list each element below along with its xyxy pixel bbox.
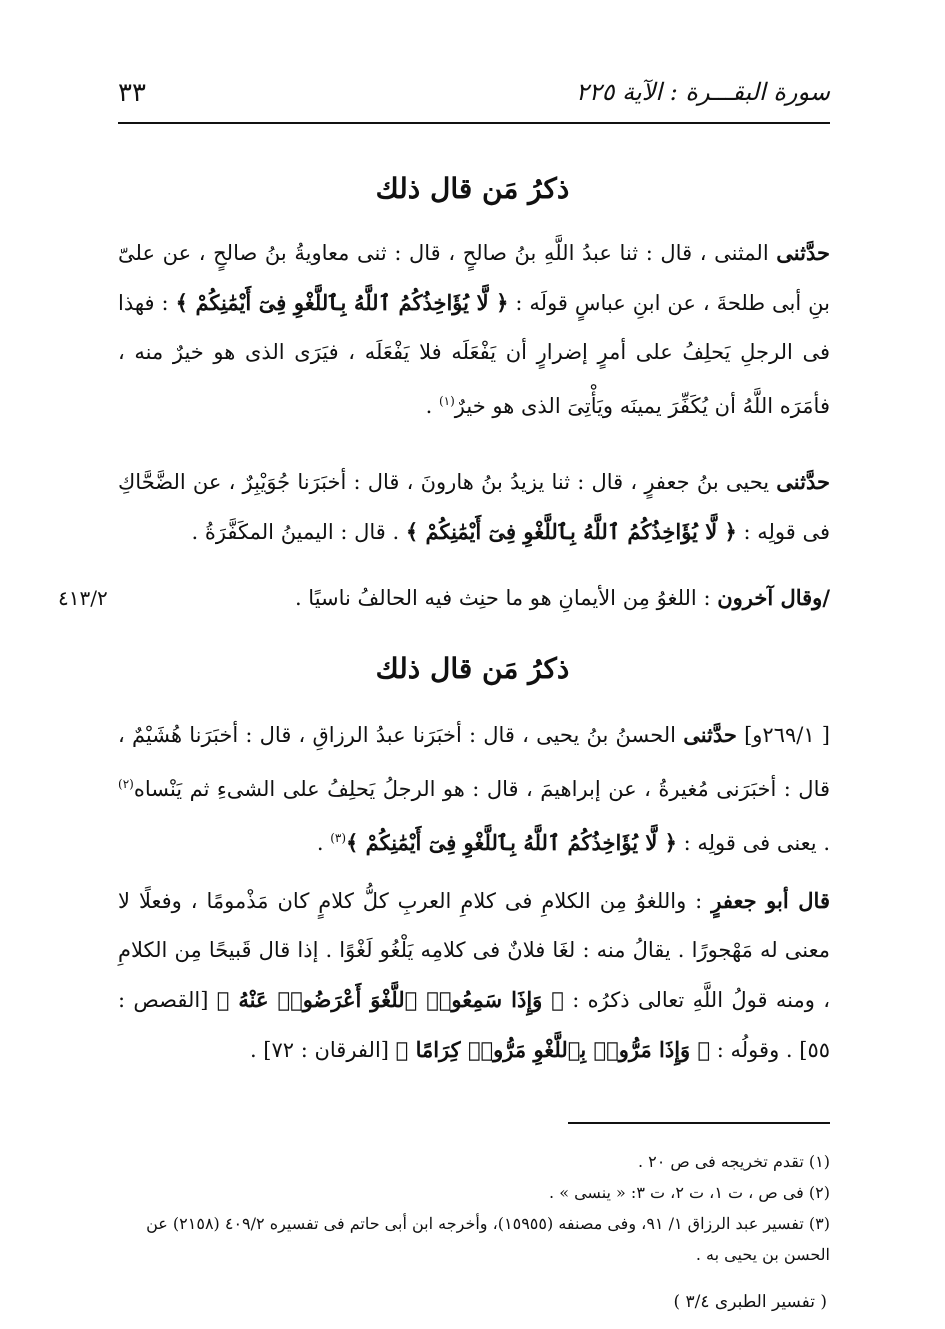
section-heading: ذكرُ مَن قال ذلك bbox=[375, 652, 570, 685]
paragraph-lead: /وقال آخرون bbox=[717, 585, 830, 610]
footnotes bbox=[118, 1146, 830, 1270]
running-header bbox=[118, 78, 830, 118]
quran-verse: ﴿ لَّا يُؤَاخِذُكُمُ ٱللَّهُ بِٱللَّغْوِ فِىٓ أَيْمَٰنِكُمْ ﴾ bbox=[175, 290, 509, 315]
paragraph-text: : اللغوُ مِن الأيمانِ هو ما حنِث فيه الحالفُ ناسيًا . bbox=[294, 586, 718, 610]
paragraph-lead: حدَّثنى bbox=[776, 469, 830, 494]
paragraph-text: . يعنى فى قولِه : bbox=[676, 831, 830, 855]
footnote-rule bbox=[568, 1122, 830, 1124]
paragraph-5 bbox=[118, 876, 830, 1075]
paragraph-2 bbox=[118, 457, 830, 557]
paragraph-text: المثنى ، قال : ثنا عبدُ اللَّهِ بنُ صالحٍ ، قال : ثنى معاويةُ بنُ صالحٍ ، عن علىّ بنِ أبى طلحةَ ، عن ابنِ عباسٍ قولَه : bbox=[118, 241, 830, 315]
manuscript-ref: [ ٢٦٩/١و] bbox=[736, 723, 830, 747]
paragraph-text: [القصص : ٥٥] . وقولُه : bbox=[118, 988, 830, 1062]
footnote-ref: (٢) bbox=[118, 777, 134, 791]
footnote: (٢) فى ص ، ت ١، ت ٢، ت ٣: « ينسى » . bbox=[549, 1183, 830, 1202]
header-title: سورة البقـــرة : الآية ٢٢٥ bbox=[575, 78, 830, 106]
footnote: (٣) تفسير عبد الرزاق ١/ ٩١، وفى مصنفه (١٥٩٥٥)، وأخرجه ابن أبى حاتم فى تفسيره ٤٠٩/٢ (٢١٥٨) عن الحسن بن يحيى به . bbox=[146, 1214, 830, 1264]
page-number: ٣٣ bbox=[118, 78, 146, 108]
paragraph-lead: حدَّثنى bbox=[683, 722, 737, 747]
margin-reference: ٤١٣/٢ bbox=[58, 586, 108, 610]
footnote-ref: (١) bbox=[438, 394, 455, 408]
section-heading: ذكرُ مَن قال ذلك bbox=[375, 172, 570, 205]
footnote-ref: (٣) bbox=[330, 831, 347, 845]
paragraph-4 bbox=[118, 710, 830, 868]
paragraph-lead: حدَّثنى bbox=[776, 240, 830, 265]
paragraph-text: [الفرقان : ٧٢] . bbox=[249, 1038, 396, 1062]
paragraph-3 bbox=[118, 573, 830, 623]
paragraph-lead: قال أبو جعفرٍ bbox=[711, 888, 830, 913]
paragraph-text: : واللغوُ مِن الكلامِ فى كلامِ العربِ كلُّ كلامٍ كان مَذْمومًا ، وفعلًا لا معنى له مَهْجورًا . يقالُ منه : لغَا فلانٌ فى كلامِه يَلْغُو لَغْوًا . إذا قال قَبيحًا مِن الكلامِ ، ومنه قولُ اللَّهِ تعالى ذكرُه : bbox=[118, 889, 830, 1012]
quran-verse: ﴿ وَإِذَا مَرُّوا۟ بِٱللَّغْوِ مَرُّوا۟ كِرَامًا ﴾ bbox=[395, 1037, 711, 1062]
footnote: (١) تقدم تخريجه فى ص ٢٠ . bbox=[637, 1152, 830, 1171]
header-rule bbox=[118, 122, 830, 124]
paragraph-text: . قال : اليمينُ المكَفَّرَةُ . bbox=[191, 520, 406, 544]
paragraph-text: يحيى بنُ جعفرٍ ، قال : ثنا يزيدُ بنُ هارونَ ، قال : أخبَرَنا جُوَيْبِرٌ ، عن الضَّحَّاكِ فى قولِه : bbox=[118, 470, 830, 544]
paragraph-1 bbox=[118, 228, 830, 431]
quran-verse: ﴿ لَّا يُؤَاخِذُكُمُ ٱللَّهُ بِٱللَّغْوِ فِىٓ أَيْمَٰنِكُمْ ﴾ bbox=[346, 830, 677, 855]
quran-verse: ﴿ لَّا يُؤَاخِذُكُمُ ٱللَّهُ بِٱللَّغْوِ فِىٓ أَيْمَٰنِكُمْ ﴾ bbox=[405, 519, 737, 544]
quran-verse: ﴿ وَإِذَا سَمِعُوا۟ ٱللَّغْوَ أَعْرَضُوا۟ عَنْهُ ﴾ bbox=[216, 987, 564, 1012]
paragraph-text: الحسنُ بنُ يحيى ، قال : أخبَرَنا عبدُ الرزاقِ ، قال : أخبَرَنا هُشَيْمٌ ، قال : أخبَرَنى مُغيرةُ ، عن إبراهيمَ ، قال : هو الرجلُ يَحلِفُ على الشىءِ ثم يَنْساه bbox=[118, 723, 830, 801]
page-footer: ( تفسير الطبرى ٣/٤ ) bbox=[673, 1292, 827, 1312]
paragraph-text: . bbox=[425, 394, 439, 418]
paragraph-text: . bbox=[316, 831, 331, 855]
paragraph-text: : فهذا فى الرجلِ يَحلِفُ على أمرٍ إضرارٍ أن يَفْعَلَه فلا يَفْعَلَه ، فيَرَى الذى هو خيرٌ منه ، فأمَرَه اللَّهُ أن يُكَفِّرَ يمينَه ويَأْتِىَ الذى هو خيرٌ bbox=[118, 291, 830, 418]
